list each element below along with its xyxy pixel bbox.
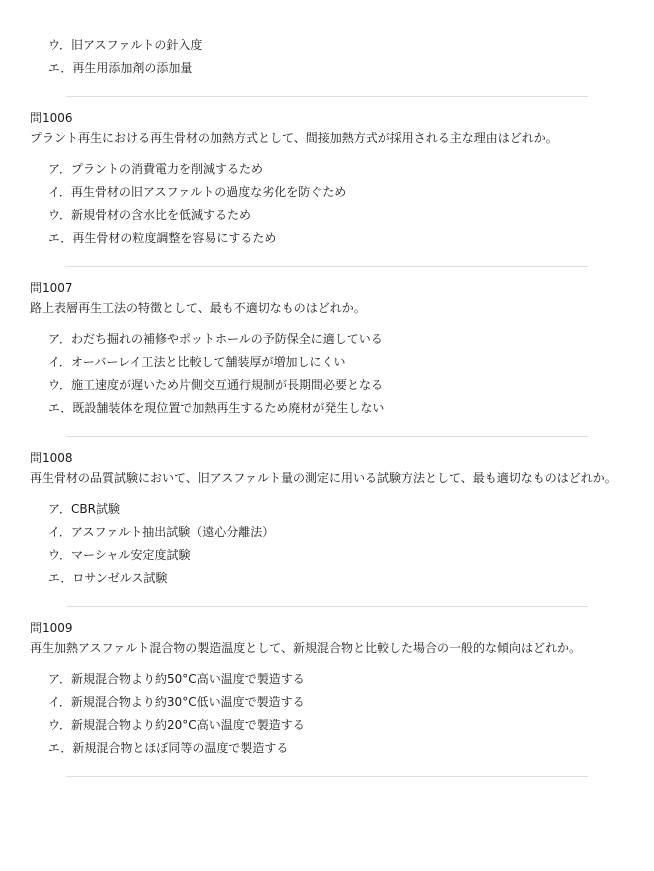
prev-question-options <box>0 34 654 80</box>
option-e: エ．再生骨材の粒度調整を容易にするため <box>48 231 277 245</box>
question-number: 問1006 <box>30 111 73 125</box>
answer-options <box>0 328 654 420</box>
option-a: ア．プラントの消費電力を削減するため <box>48 162 264 176</box>
option-e: エ．既設舗装体を現位置で加熱再生するため廃材が発生しない <box>48 401 385 415</box>
question-number: 問1007 <box>30 281 73 295</box>
option-i: イ．新規混合物より約30°C低い温度で製造する <box>48 695 305 709</box>
option-i: イ．アスファルト抽出試験（遠心分離法） <box>48 525 275 539</box>
answer-options <box>0 498 654 590</box>
question-number: 問1008 <box>30 451 73 465</box>
option-e: エ．再生用添加剤の添加量 <box>48 61 193 75</box>
answer-options <box>0 668 654 760</box>
option-u: ウ．旧アスファルトの針入度 <box>48 38 203 52</box>
option-i: イ．再生骨材の旧アスファルトの過度な劣化を防ぐため <box>48 185 347 199</box>
option-a: ア．CBR試験 <box>48 502 120 516</box>
question-text: プラント再生における再生骨材の加熱方式として、間接加熱方式が採用される主な理由はどれか。 <box>30 131 558 145</box>
option-u: ウ．新規混合物より約20°C高い温度で製造する <box>48 718 305 732</box>
question-1007 <box>0 267 654 437</box>
question-text: 路上表層再生工法の特徴として、最も不適切なものはどれか。 <box>30 301 366 315</box>
question-number: 問1009 <box>30 621 73 635</box>
question-1006 <box>0 97 654 267</box>
answer-options <box>0 158 654 250</box>
option-i: イ．オーバーレイ工法と比較して舗装厚が増加しにくい <box>48 355 346 369</box>
option-e: エ．新規混合物とほぼ同等の温度で製造する <box>48 741 289 755</box>
option-a: ア．新規混合物より約50°C高い温度で製造する <box>48 672 305 686</box>
question-text: 再生骨材の品質試験において、旧アスファルト量の測定に用いる試験方法として、最も適切なものはどれか。 <box>30 471 617 485</box>
question-1008 <box>0 437 654 607</box>
option-u: ウ．マーシャル安定度試験 <box>48 548 191 562</box>
option-e: エ．ロサンゼルス試験 <box>48 571 168 585</box>
option-a: ア．わだち掘れの補修やポットホールの予防保全に適している <box>48 332 383 346</box>
question-divider <box>66 776 588 777</box>
question-1009 <box>0 607 654 777</box>
question-text: 再生加熱アスファルト混合物の製造温度として、新規混合物と比較した場合の一般的な傾向はどれか。 <box>30 641 582 655</box>
option-u: ウ．新規骨材の含水比を低減するため <box>48 208 252 222</box>
option-u: ウ．施工速度が遅いため片側交互通行規制が長期間必要となる <box>48 378 384 392</box>
